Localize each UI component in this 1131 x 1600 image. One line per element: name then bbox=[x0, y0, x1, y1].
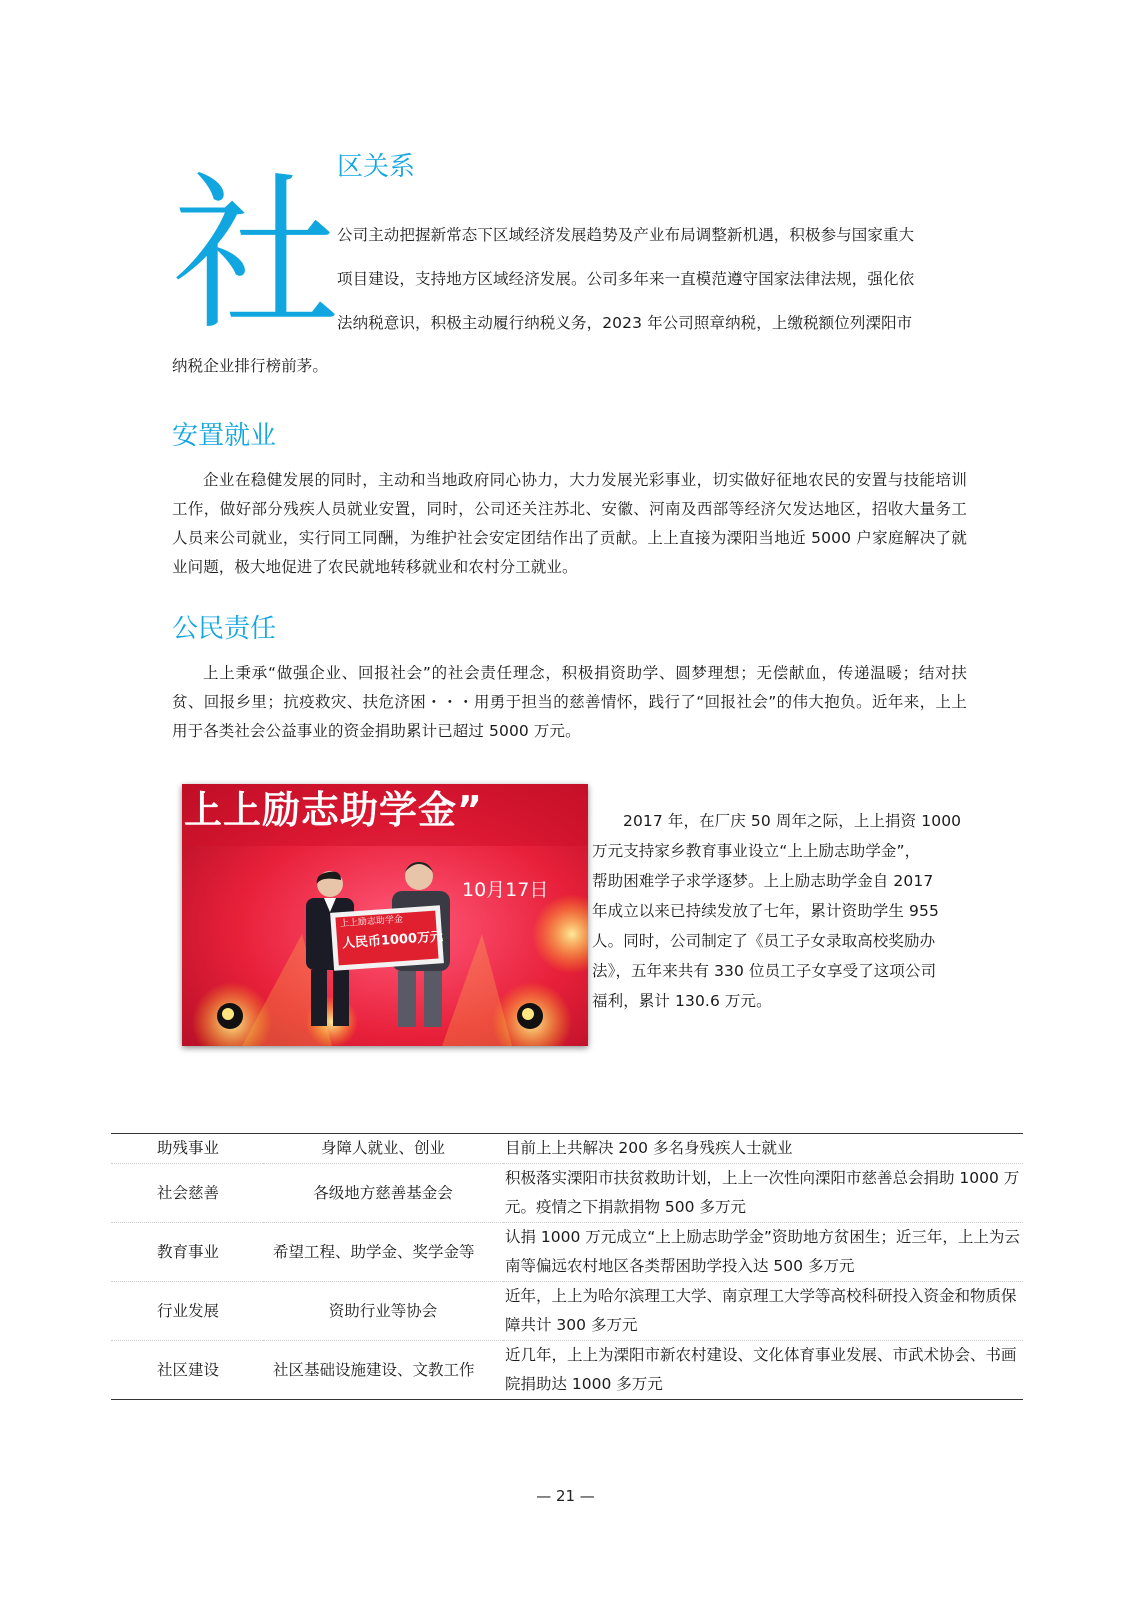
table-cell-detail: 认捐 1000 万元成立“上上励志助学金”资助地方贫困生；近三年，上上为云南等偏远农村地区各类帮困助学投入达 500 多万元 bbox=[503, 1223, 1023, 1282]
scholarship-line-4: 年成立以来已持续发放了七年，累计资助学生 955 bbox=[592, 902, 939, 920]
table-cell-category: 社会慈善 bbox=[111, 1164, 263, 1223]
table-row bbox=[111, 1282, 1023, 1341]
table-cell-area: 资助行业等协会 bbox=[263, 1282, 503, 1341]
table-cell-area: 希望工程、助学金、奖学金等 bbox=[263, 1223, 503, 1282]
table-cell-area: 各级地方慈善基金会 bbox=[263, 1164, 503, 1223]
table-cell-category: 行业发展 bbox=[111, 1282, 263, 1341]
table-cell-category: 助残事业 bbox=[157, 1139, 220, 1157]
intro-line-3: 法纳税意识，积极主动履行纳税义务，2023 年公司照章纳税，上缴税额位列溧阳市 bbox=[337, 314, 913, 332]
scholarship-line-7: 福利，累计 130.6 万元。 bbox=[592, 992, 772, 1010]
donation-summary-table bbox=[111, 1133, 1023, 1400]
scholarship-ceremony-photo bbox=[182, 784, 588, 1046]
citizenship-paragraph: 上上秉承“做强企业、回报社会”的社会责任理念，积极捐资助学、圆梦理想；无偿献血，传递温暖；结对扶贫、回报乡里；抗疫救灾、扶危济困・・・用勇于担当的慈善情怀，践行了“回报社会”的伟大抱负。近年来，上上用于各类社会公益事业的资金捐助累计已超过 5000 万元。 bbox=[172, 664, 967, 740]
table-cell-detail: 目前上上共解决 200 多名身残疾人士就业 bbox=[505, 1139, 793, 1157]
section-title-citizenship: 公民责任 bbox=[172, 614, 277, 644]
table-cell-detail: 积极落实溧阳市扶贫救助计划，上上一次性向溧阳市慈善总会捐助 1000 万元。疫情之下捐款捐物 500 多万元 bbox=[503, 1164, 1023, 1223]
employment-paragraph: 企业在稳健发展的同时，主动和当地政府同心协力，大力发展光彩事业，切实做好征地农民的安置与技能培训工作，做好部分残疾人员就业安置，同时，公司还关注苏北、安徽、河南及西部等经济欠发达地区，招收大量务工人员来公司就业，实行同工同酬，为维护社会安定团结作出了贡献。上上直接为溧阳当地近 5000 户家庭解决了就业问题，极大地促进了农民就地转移就业和农村分工就业。 bbox=[172, 471, 967, 576]
scholarship-line-1: 2017 年，在厂庆 50 周年之际，上上捐资 1000 bbox=[623, 812, 962, 830]
cheque-small-text: 上上励志助学金 bbox=[339, 914, 404, 930]
section-title-community-relations: 区关系 bbox=[337, 152, 416, 182]
table-cell-category: 教育事业 bbox=[111, 1223, 263, 1282]
table-row bbox=[111, 1164, 1023, 1223]
photo-date-text: 10月17日 bbox=[462, 879, 549, 901]
page-number: — 21 — bbox=[536, 1487, 595, 1505]
table-cell-area: 社区基础设施建设、文教工作 bbox=[263, 1341, 503, 1400]
intro-line-1: 公司主动把握新常态下区域经济发展趋势及产业布局调整新机遇，积极参与国家重大 bbox=[337, 226, 915, 244]
table-row bbox=[111, 1134, 1023, 1164]
drop-cap-character: 社 bbox=[172, 157, 340, 353]
scholarship-line-3: 帮助困难学子求学逐梦。上上励志助学金自 2017 bbox=[592, 872, 934, 890]
intro-line-4: 纳税企业排行榜前茅。 bbox=[172, 357, 329, 375]
intro-line-2: 项目建设，支持地方区域经济发展。公司多年来一直模范遵守国家法律法规，强化依 bbox=[337, 270, 915, 288]
table-row bbox=[111, 1341, 1023, 1400]
scholarship-line-2: 万元支持家乡教育事业设立“上上励志助学金”， bbox=[592, 842, 921, 860]
table-row bbox=[111, 1223, 1023, 1282]
table-cell-category: 社区建设 bbox=[111, 1341, 263, 1400]
table-cell-area: 身障人就业、创业 bbox=[320, 1139, 445, 1157]
table-cell-detail: 近年，上上为哈尔滨理工大学、南京理工大学等高校科研投入资金和物质保障共计 300 多万元 bbox=[503, 1282, 1023, 1341]
table-cell-detail: 近几年，上上为溧阳市新农村建设、文化体育事业发展、市武术协会、书画院捐助达 1000 多万元 bbox=[503, 1341, 1023, 1400]
scholarship-line-5: 人。同时，公司制定了《员工子女录取高校奖励办 bbox=[592, 932, 936, 950]
scholarship-line-6: 法》，五年来共有 330 位员工子女享受了这项公司 bbox=[592, 962, 937, 980]
photo-banner-text: 上上励志助学金” bbox=[184, 788, 483, 832]
section-title-employment: 安置就业 bbox=[172, 421, 277, 451]
cheque-amount-text: 人民币1000万元 bbox=[341, 929, 444, 952]
